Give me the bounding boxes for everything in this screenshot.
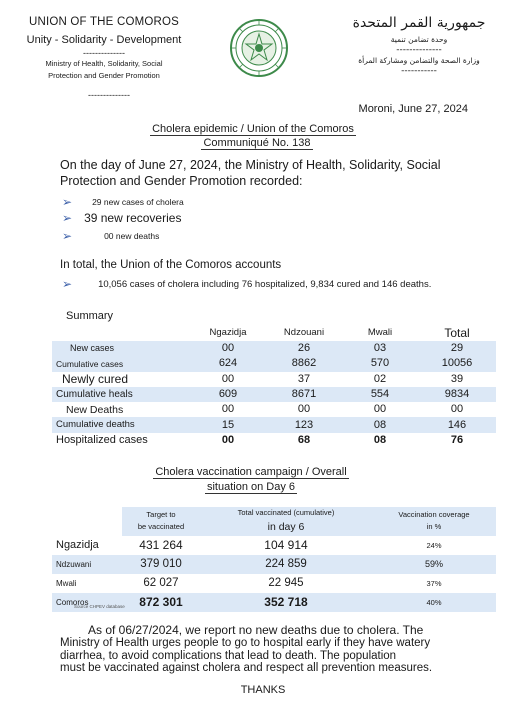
table-row: Comoros 872 301 352 718 40% — [52, 593, 496, 612]
national-seal-icon — [229, 18, 289, 78]
summary-label: Summary — [66, 310, 114, 322]
summary-table — [52, 324, 496, 448]
table-row: Hospitalized cases 00 68 08 76 — [56, 433, 464, 446]
closing-paragraph: As of 06/27/2024, we report no new deaths due to cholera. The Ministry of Health urges people to go to hospital early if they have watery diarrhea, to avoid complications that lead to death. The population must be vaccinated against cholera and respect all prevention measures. — [60, 623, 433, 675]
bullet-new-deaths: ➢ 00 new deaths — [62, 229, 160, 243]
arrow-bullet-icon: ➢ — [62, 195, 73, 209]
intro-paragraph: On the day of June 27, 2024, the Ministry of Health, Solidarity, Social Protection and Gender Promotion recorded: — [60, 158, 441, 189]
motto-fr: Unity - Solidarity - Development — [26, 33, 182, 46]
divider-ar: -------------- — [396, 45, 442, 56]
header-ngazidja: Ngazidja — [209, 326, 247, 338]
document-date: Moroni, June 27, 2024 — [358, 103, 468, 115]
communique-number: Communiqué No. 138 — [203, 137, 311, 149]
table-row: Cumulative deaths 15 123 08 146 — [52, 417, 496, 432]
header-target: Target to be vaccinated — [122, 507, 200, 536]
table-row: Ngazidja 431 264 104 914 24% — [56, 538, 442, 553]
motto-ar: وحدة تضامن تنمية — [390, 35, 448, 45]
bullet-total: ➢ 10,056 cases of cholera including 76 hospitalized, 9,834 cured and 146 deaths. — [62, 277, 432, 291]
table-row: Cumulative heals 609 8671 554 9834 — [52, 387, 496, 402]
divider-bottom: -------------- — [88, 90, 130, 100]
thanks-text: THANKS — [240, 684, 286, 696]
total-line: In total, the Union of the Comoros accounts — [60, 259, 282, 271]
table-header-row — [52, 507, 496, 536]
arrow-bullet-icon: ➢ — [62, 229, 73, 243]
ministry-line2: Protection and Gender Promotion — [48, 70, 160, 80]
header-left — [14, 14, 194, 82]
header-mwali: Mwali — [367, 326, 393, 338]
source-note: Source CHPEV database — [74, 604, 125, 609]
ministry-ar: وزارة الصحة والتضامن ومشاركة المرأة — [358, 56, 480, 66]
ministry-line1: Ministry of Health, Solidarity, Social — [45, 58, 163, 68]
table-row: New Deaths 00 00 00 00 — [66, 403, 464, 416]
vaccination-title-line2: situation on Day 6 — [206, 481, 296, 493]
bullet-new-cases: ➢ 29 new cases of cholera — [62, 195, 184, 209]
header-total-vaccinated: Total vaccinated (cumulative) in day 6 — [200, 507, 372, 536]
divider-ar-bottom: ----------- — [401, 66, 437, 77]
table-row: Newly cured 00 37 02 39 — [62, 372, 464, 387]
table-header-row — [52, 324, 496, 341]
arrow-bullet-icon: ➢ — [62, 277, 73, 291]
arrow-bullet-icon: ➢ — [62, 211, 73, 225]
header-right — [334, 12, 504, 76]
org-name-fr: UNION OF THE COMOROS — [28, 16, 180, 28]
bullet-new-recoveries: ➢ 39 new recoveries — [62, 211, 182, 225]
table-row: Cumulative cases 624 8862 570 10056 — [52, 356, 496, 371]
table-row: Mwali 62 027 22 945 37% — [56, 577, 442, 590]
vaccination-title-line1: Cholera vaccination campaign / Overall — [155, 466, 347, 478]
divider: -------------- — [83, 47, 125, 58]
header-ndzouani: Ndzouani — [283, 326, 325, 338]
org-name-ar: جمهورية القمر المتحدة — [352, 15, 486, 31]
header-total: Total — [444, 325, 470, 340]
table-row: New cases 00 26 03 29 — [52, 341, 496, 356]
communique-title: Cholera epidemic / Union of the Comoros — [152, 123, 354, 135]
table-row: Ndzuwani 379 010 224 859 59% — [52, 555, 496, 574]
vaccination-table — [52, 507, 496, 612]
header-coverage: Vaccination coverage in % — [372, 507, 496, 536]
